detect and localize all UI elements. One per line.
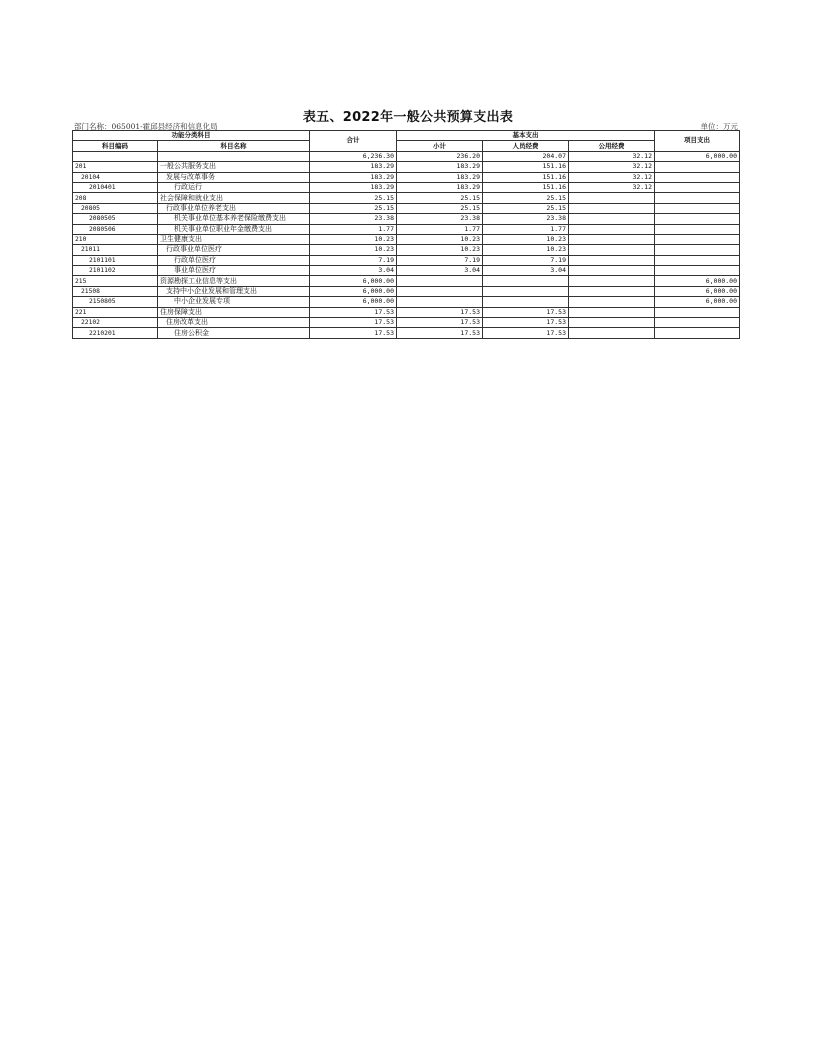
table-row [73,286,740,296]
cell-personnel: 3.04 [483,266,569,276]
table-row [73,245,740,255]
cell-name: 发展与改革事务 [158,172,310,182]
cell-code: 2101101 [73,255,158,265]
cell-project: 6,000.00 [655,151,740,161]
cell-name: 支持中小企业发展和管理支出 [158,286,310,296]
table-row [73,214,740,224]
cell-code: 2101102 [73,266,158,276]
cell-public [569,193,655,203]
header-subtotal: 小计 [397,141,483,151]
cell-subtotal: 236.20 [397,151,483,161]
cell-name: 事业单位医疗 [158,266,310,276]
cell-subtotal: 183.29 [397,172,483,182]
cell-project [655,255,740,265]
cell-name: 行政事业单位医疗 [158,245,310,255]
cell-subtotal: 17.53 [397,318,483,328]
cell-total: 10.23 [310,245,397,255]
cell-personnel: 23.38 [483,214,569,224]
cell-code: 221 [73,307,158,317]
header-public: 公用经费 [569,141,655,151]
header-personnel: 人员经费 [483,141,569,151]
cell-personnel: 17.53 [483,318,569,328]
cell-public [569,276,655,286]
cell-name: 行政事业单位养老支出 [158,203,310,213]
cell-personnel: 10.23 [483,234,569,244]
table-row [73,203,740,213]
cell-public: 32.12 [569,182,655,192]
table-row [73,318,740,328]
cell-subtotal: 23.38 [397,214,483,224]
cell-subtotal: 17.53 [397,328,483,338]
cell-personnel: 17.53 [483,307,569,317]
table-row [73,297,740,307]
cell-total: 17.53 [310,318,397,328]
cell-total: 183.29 [310,162,397,172]
cell-project [655,172,740,182]
cell-name: 行政单位医疗 [158,255,310,265]
cell-project: 6,000.00 [655,297,740,307]
cell-public [569,224,655,234]
cell-subtotal: 17.53 [397,307,483,317]
cell-public: 32.12 [569,151,655,161]
cell-total: 25.15 [310,193,397,203]
table-row [73,151,740,161]
table-row [73,224,740,234]
table-row [73,234,740,244]
cell-public [569,307,655,317]
cell-code: 21011 [73,245,158,255]
cell-name: 住房改革支出 [158,318,310,328]
table-row [73,307,740,317]
cell-public: 32.12 [569,162,655,172]
table-header [73,131,740,152]
cell-name: 社会保障和就业支出 [158,193,310,203]
cell-total: 6,000.00 [310,276,397,286]
cell-project [655,307,740,317]
cell-total: 17.53 [310,328,397,338]
cell-name: 资源勘探工业信息等支出 [158,276,310,286]
header-basic-group: 基本支出 [397,131,655,141]
cell-project [655,203,740,213]
cell-total: 6,000.00 [310,297,397,307]
cell-code: 2010401 [73,182,158,192]
cell-project: 6,000.00 [655,286,740,296]
cell-total: 7.19 [310,255,397,265]
cell-project [655,245,740,255]
cell-personnel [483,276,569,286]
cell-code: 21508 [73,286,158,296]
cell-name: 机关事业单位基本养老保险缴费支出 [158,214,310,224]
cell-name [158,151,310,161]
cell-subtotal: 3.04 [397,266,483,276]
cell-code: 2080505 [73,214,158,224]
cell-personnel [483,286,569,296]
cell-personnel: 151.16 [483,182,569,192]
cell-subtotal [397,276,483,286]
cell-public [569,318,655,328]
table-row [73,328,740,338]
cell-personnel: 10.23 [483,245,569,255]
cell-personnel: 7.19 [483,255,569,265]
table-row [73,182,740,192]
cell-public [569,266,655,276]
cell-name: 住房保障支出 [158,307,310,317]
cell-code: 208 [73,193,158,203]
cell-project [655,224,740,234]
cell-subtotal [397,286,483,296]
cell-total: 23.38 [310,214,397,224]
cell-code: 2080506 [73,224,158,234]
cell-total: 17.53 [310,307,397,317]
cell-public [569,234,655,244]
budget-table [72,130,740,339]
cell-name: 一般公共服务支出 [158,162,310,172]
cell-personnel: 204.07 [483,151,569,161]
cell-code: 2150805 [73,297,158,307]
header-function-group: 功能分类科目 [73,131,310,141]
cell-total: 10.23 [310,234,397,244]
cell-subtotal: 1.77 [397,224,483,234]
cell-subtotal: 183.29 [397,162,483,172]
cell-personnel [483,297,569,307]
cell-total: 6,000.00 [310,286,397,296]
table-row [73,255,740,265]
header-project: 项目支出 [655,131,740,152]
cell-subtotal: 10.23 [397,245,483,255]
cell-project [655,182,740,192]
cell-code: 20805 [73,203,158,213]
cell-code: 210 [73,234,158,244]
cell-personnel: 25.15 [483,193,569,203]
cell-personnel: 17.53 [483,328,569,338]
cell-project [655,234,740,244]
page-title: 表五、2022年一般公共预算支出表 [302,110,514,125]
cell-public: 32.12 [569,172,655,182]
cell-code: 201 [73,162,158,172]
cell-code: 215 [73,276,158,286]
cell-name: 行政运行 [158,182,310,192]
cell-subtotal: 25.15 [397,203,483,213]
cell-subtotal: 7.19 [397,255,483,265]
cell-project [655,162,740,172]
cell-public [569,214,655,224]
cell-code [73,151,158,161]
cell-personnel: 25.15 [483,203,569,213]
cell-total: 183.29 [310,172,397,182]
cell-subtotal: 183.29 [397,182,483,192]
cell-name: 中小企业发展专项 [158,297,310,307]
cell-public [569,245,655,255]
cell-public [569,297,655,307]
cell-personnel: 151.16 [483,172,569,182]
cell-project [655,318,740,328]
cell-total: 6,236.30 [310,151,397,161]
cell-project [655,193,740,203]
cell-name: 机关事业单位职业年金缴费支出 [158,224,310,234]
cell-public [569,286,655,296]
cell-personnel: 151.16 [483,162,569,172]
cell-personnel: 1.77 [483,224,569,234]
table-row [73,266,740,276]
cell-subtotal: 10.23 [397,234,483,244]
cell-code: 22102 [73,318,158,328]
table-row [73,172,740,182]
cell-project [655,214,740,224]
cell-total: 3.04 [310,266,397,276]
cell-total: 25.15 [310,203,397,213]
table-row [73,276,740,286]
cell-public [569,328,655,338]
header-total: 合计 [310,131,397,152]
cell-public [569,203,655,213]
cell-name: 住房公积金 [158,328,310,338]
table-row [73,193,740,203]
cell-subtotal [397,297,483,307]
department-name: 部门名称：065001-霍邱县经济和信息化局 [74,122,218,131]
cell-public [569,255,655,265]
header-name: 科目名称 [158,141,310,151]
cell-project [655,328,740,338]
cell-code: 2210201 [73,328,158,338]
cell-total: 1.77 [310,224,397,234]
cell-project [655,266,740,276]
table-body [73,151,740,338]
cell-project: 6,000.00 [655,276,740,286]
header-code: 科目编码 [73,141,158,151]
cell-subtotal: 25.15 [397,193,483,203]
cell-code: 20104 [73,172,158,182]
table-row [73,162,740,172]
cell-name: 卫生健康支出 [158,234,310,244]
unit-label: 单位：万元 [700,122,738,131]
cell-total: 183.29 [310,182,397,192]
